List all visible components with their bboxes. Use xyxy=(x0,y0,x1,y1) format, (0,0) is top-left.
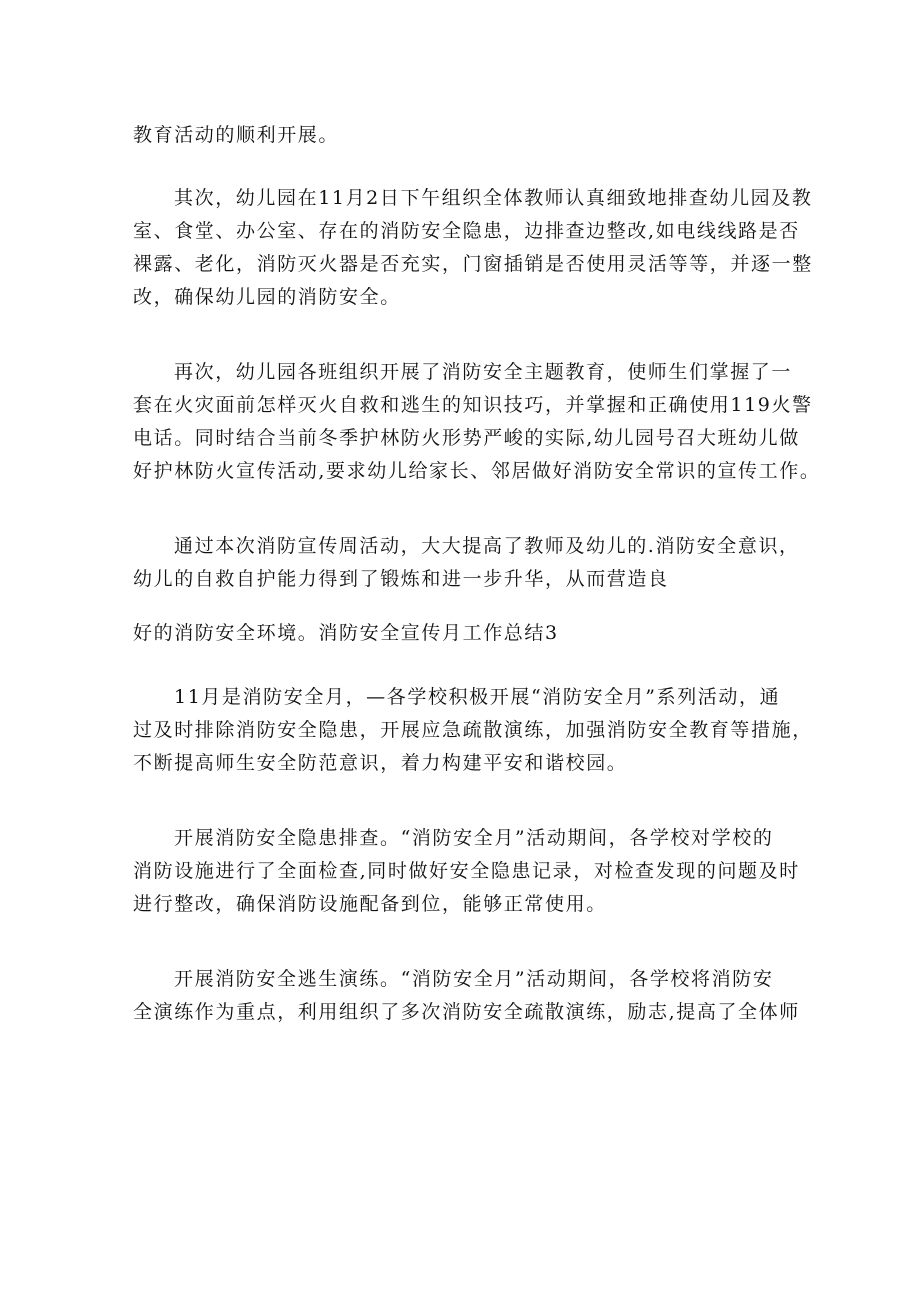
text-line-14: 过及时排除消防安全隐患，开展应急疏散演练，加强消防安全教育等措施， xyxy=(133,719,813,741)
text-line-15: 不断提高师生安全防范意识，着力构建平安和谐校园。 xyxy=(133,752,628,774)
text-line-7: 套在火灾面前怎样灭火自救和逃生的知识技巧，并掌握和正确使用119火警 xyxy=(133,394,813,416)
text-line-1: 教育活动的顺利开展。 xyxy=(133,124,340,146)
text-line-8: 电话。同时结合当前冬季护林防火形势严峻的实际,幼儿园号召大班幼儿做 xyxy=(133,427,800,449)
text-line-20: 全演练作为重点，利用组织了多次消防安全疏散演练，励志,提高了全体师 xyxy=(133,1001,800,1023)
text-line-9: 好护林防火宣传活动,要求幼儿给家长、邻居做好消防安全常识的宣传工作。 xyxy=(133,460,821,482)
text-line-3: 室、食堂、办公室、存在的消防安全隐患，边排查边整改,如电线线路是否 xyxy=(133,220,800,242)
text-line-10: 通过本次消防宣传周活动，大大提高了教师及幼儿的.消防安全意识， xyxy=(174,535,800,557)
text-line-6: 再次，幼儿园各班组织开展了消防安全主题教育，使师生们掌握了一 xyxy=(174,361,793,383)
text-line-11: 幼儿的自救自护能力得到了锻炼和进一步升华，从而营造良 xyxy=(133,568,669,590)
text-line-18: 进行整改，确保消防设施配备到位，能够正常使用。 xyxy=(133,893,607,915)
text-line-2: 其次，幼儿园在11月2日下午组织全体教师认真细致地排查幼儿园及教 xyxy=(174,187,813,209)
text-line-13: 11月是消防安全月，—各学校积极开展“消防安全月”系列活动，通 xyxy=(174,686,781,708)
text-line-19: 开展消防安全逃生演练。“消防安全月”活动期间，各学校将消防安 xyxy=(174,968,774,990)
text-line-17: 消防设施进行了全面检查,同时做好安全隐患记录，对检查发现的问题及时 xyxy=(133,860,800,882)
text-line-16: 开展消防安全隐患排查。“消防安全月”活动期间，各学校对学校的 xyxy=(174,827,774,849)
text-line-5: 改，确保幼儿园的消防安全。 xyxy=(133,286,401,308)
text-line-12: 好的消防安全环境。消防安全宣传月工作总结3 xyxy=(133,622,559,644)
text-line-4: 裸露、老化，消防灭火器是否充实，门窗插销是否使用灵活等等，并逐一整 xyxy=(133,253,813,275)
